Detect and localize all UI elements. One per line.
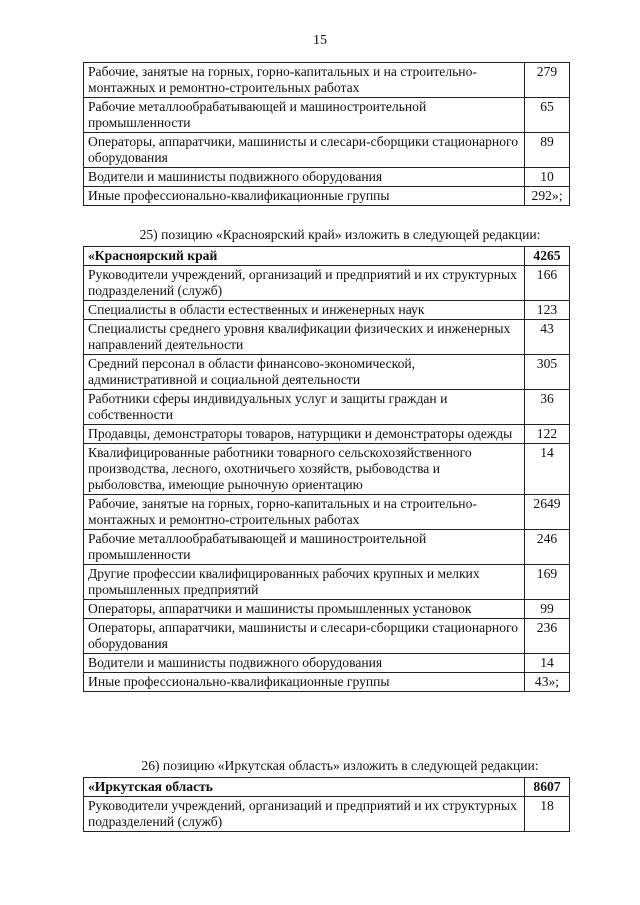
row-label: Водители и машинисты подвижного оборудования xyxy=(84,654,525,673)
row-label: Рабочие металлообрабатывающей и машиностроительной промышленности xyxy=(84,530,525,565)
row-label: Рабочие, занятые на горных, горно-капитальных и на строительно-монтажных и ремонтно-строительных работах xyxy=(84,63,525,98)
table-irkutsk xyxy=(83,777,570,832)
table-row xyxy=(84,133,570,168)
row-label: Специалисты в области естественных и инженерных наук xyxy=(84,301,525,320)
row-value: 89 xyxy=(525,133,570,168)
row-label: Руководители учреждений, организаций и предприятий и их структурных подразделений (служб) xyxy=(84,266,525,301)
row-value: 18 xyxy=(525,797,570,832)
table-row xyxy=(84,301,570,320)
row-value: 65 xyxy=(525,98,570,133)
row-value: 169 xyxy=(525,565,570,600)
table-row xyxy=(84,444,570,495)
row-value: 43 xyxy=(525,320,570,355)
table-row xyxy=(84,98,570,133)
table-continuation xyxy=(83,62,570,206)
row-value: 10 xyxy=(525,168,570,187)
row-label: Операторы, аппаратчики, машинисты и слесари-сборщики стационарного оборудования xyxy=(84,619,525,654)
region-name: «Иркутская область xyxy=(84,778,525,797)
section-25-heading-text: 25) позицию «Красноярский край» изложить в следующей редакции: xyxy=(139,227,541,242)
table-header-row xyxy=(84,778,570,797)
row-label: Другие профессии квалифицированных рабочих крупных и мелких промышленных предприятий xyxy=(84,565,525,600)
table-row xyxy=(84,425,570,444)
table-row xyxy=(84,565,570,600)
row-value: 2649 xyxy=(525,495,570,530)
row-value: 246 xyxy=(525,530,570,565)
row-value: 292»; xyxy=(525,187,570,206)
table-row xyxy=(84,168,570,187)
row-label: Средний персонал в области финансово-экономической, административной и социальной деятельности xyxy=(84,355,525,390)
row-value: 236 xyxy=(525,619,570,654)
table-row xyxy=(84,187,570,206)
row-value: 14 xyxy=(525,654,570,673)
row-label: Продавцы, демонстраторы товаров, натурщики и демонстраторы одежды xyxy=(84,425,525,444)
row-value: 279 xyxy=(525,63,570,98)
table-row xyxy=(84,390,570,425)
row-value: 14 xyxy=(525,444,570,495)
table-row xyxy=(84,530,570,565)
row-label: Квалифицированные работники товарного сельскохозяйственного производства, лесного, охотничьего хозяйств, рыбоводства и рыболовства, имеющие рыночную ориентацию xyxy=(84,444,525,495)
table-row xyxy=(84,654,570,673)
page-number: 15 xyxy=(313,33,327,48)
table-row xyxy=(84,673,570,692)
row-label: Специалисты среднего уровня квалификации физических и инженерных направлений деятельности xyxy=(84,320,525,355)
table-header-row xyxy=(84,247,570,266)
row-value: 99 xyxy=(525,600,570,619)
row-label: Иные профессионально-квалификационные группы xyxy=(84,673,525,692)
section-26-heading-text: 26) позицию «Иркутская область» изложить в следующей редакции: xyxy=(141,758,539,773)
table-row xyxy=(84,619,570,654)
region-total: 8607 xyxy=(525,778,570,797)
row-value: 166 xyxy=(525,266,570,301)
row-label: Работники сферы индивидуальных услуг и защиты граждан и собственности xyxy=(84,390,525,425)
region-name: «Красноярский край xyxy=(84,247,525,266)
row-label: Руководители учреждений, организаций и предприятий и их структурных подразделений (служб) xyxy=(84,797,525,832)
table-row xyxy=(84,355,570,390)
table-row xyxy=(84,495,570,530)
region-total: 4265 xyxy=(525,247,570,266)
table-row xyxy=(84,63,570,98)
row-value: 36 xyxy=(525,390,570,425)
section-26-heading xyxy=(0,758,640,774)
section-25-heading xyxy=(0,227,640,243)
table-row xyxy=(84,797,570,832)
row-label: Иные профессионально-квалификационные группы xyxy=(84,187,525,206)
table-krasnoyarsk xyxy=(83,246,570,692)
row-label: Рабочие металлообрабатывающей и машиностроительной промышленности xyxy=(84,98,525,133)
row-label: Водители и машинисты подвижного оборудования xyxy=(84,168,525,187)
row-label: Операторы, аппаратчики и машинисты промышленных установок xyxy=(84,600,525,619)
table-row xyxy=(84,266,570,301)
row-label: Рабочие, занятые на горных, горно-капитальных и на строительно-монтажных и ремонтно-строительных работах xyxy=(84,495,525,530)
row-value: 122 xyxy=(525,425,570,444)
row-value: 305 xyxy=(525,355,570,390)
table-row xyxy=(84,600,570,619)
row-label: Операторы, аппаратчики, машинисты и слесари-сборщики стационарного оборудования xyxy=(84,133,525,168)
table-row xyxy=(84,320,570,355)
row-value: 43»; xyxy=(525,673,570,692)
row-value: 123 xyxy=(525,301,570,320)
